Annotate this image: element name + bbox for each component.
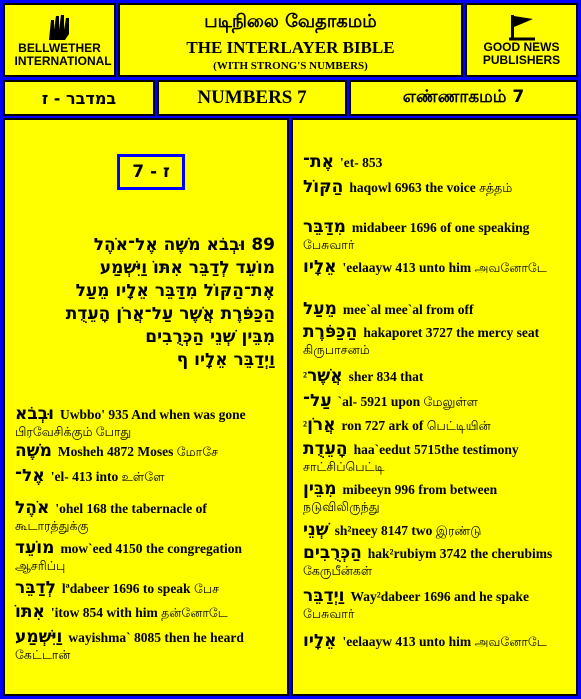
tamil-reference: எண்ணாகமம் 7 (349, 80, 578, 116)
verse-line: הַכַּפֹּרֶת אֲשֶׁר עַל־אֲרֹן הָעֵדֻת (65, 304, 275, 324)
hand-icon (45, 12, 75, 42)
word-entry: אֶל־ 'el- 413 into உள்ளே (15, 466, 165, 486)
word-entry: אֵלָיו 'eelaayw 413 unto him அவனோடே (303, 631, 547, 651)
good-news-logo (465, 3, 578, 77)
word-entry: מִבֵּין mibeeyn 996 from between நடுவிலிருந்து (303, 479, 498, 514)
left-column (3, 118, 289, 696)
flag-icon (507, 13, 537, 41)
word-entry: וַיִּשְׁמַע wayishma` 8085 then he heard கேட்டான் (15, 627, 244, 662)
verse-line: אֶת־הַקּוֹל מִדַּבֵּר אֵלָיו מֵעַל (75, 281, 275, 301)
word-entry: אִתּוֹ 'itow 854 with him தன்னோடே (15, 602, 228, 622)
word-entry: אֹהֶל 'ohel 168 the tabernacle of கூடாரத்துக்கு (15, 498, 207, 533)
word-entry: אֲשֶׁר²sher 834 that (303, 366, 424, 386)
title-sub: (WITH STRONG'S NUMBERS) (213, 60, 368, 72)
title-main: THE INTERLAYER BIBLE (186, 38, 395, 57)
title-tamil: படிநிலை வேதாகமம் (204, 11, 377, 32)
hebrew-reference: במדבר - ז (3, 80, 155, 116)
word-entry: הַכַּפֹּרֶת hakaporet 3727 the mercy seat கிருபாசனம் (303, 322, 540, 357)
word-entry: מֵעַל mee`al mee`al from off (303, 299, 474, 319)
word-entry: אֲרֹן²ron 727 ark of பெட்டியின் (303, 415, 491, 435)
word-entry: הַקּוֹל haqowl 6963 the voice சத்தம் (303, 177, 513, 197)
english-reference: NUMBERS 7 (157, 80, 347, 116)
verse-line: מוֹעֵד לְדַבֵּר אִתּוֹ וַיִּשְׁמַע (99, 258, 275, 278)
word-entry: מֹשֶׁה Mosheh 4872 Moses மோசே (15, 441, 219, 461)
bellwether-logo-text: BELLWETHER INTERNATIONAL (14, 41, 112, 68)
title-block (118, 3, 463, 77)
right-column (291, 118, 578, 696)
bellwether-logo (3, 3, 116, 77)
word-entry: וַיְדַבֵּר Way²dabeer 1696 and he spake பேசுவார் (303, 586, 530, 621)
word-entry: אֵלָיו 'eelaayw 413 unto him அவனோடே (303, 257, 547, 277)
word-entry: עַל־ `al- 5921 upon மேலுள்ள (303, 391, 478, 411)
word-entry: מוֹעֵד mow`eed 4150 the congregation ஆசரிப்பு (15, 538, 243, 573)
word-entry: לְדַבֵּר lªdabeer 1696 to speak பேச (15, 578, 220, 598)
word-entry: הַכְּרֻבִים hak²rubiym 3742 the cherubims கேருபீன்கள் (303, 543, 553, 578)
word-entry: הָעֵדֻת haa`eedut 5715the testimony சாட்சிப்பெட்டி (303, 439, 519, 474)
verse-number-box: ז - 7 (117, 154, 185, 190)
verse-line: וַיְדַבֵּר אֵלָיו ף (176, 350, 275, 370)
verse-line: מִבֵּין שְׁנֵי הַכְּרֻבִים (145, 327, 275, 347)
good-news-line2: PUBLISHERS (482, 53, 561, 67)
word-entry: שְׁנֵי sh²neey 8147 two இரண்டு (303, 520, 482, 540)
verse-line: 89 וּבְבֹא מֹשֶׁה אֶל־אֹהֶל (93, 235, 275, 255)
word-entry: אֶת־ 'et- 853 (303, 152, 383, 172)
good-news-line1: GOOD NEWS (483, 40, 560, 54)
word-entry: וּבְבֹא Uwbbo' 935 And when was gone பிரவேசிக்கும் போது (15, 404, 246, 439)
word-entry: מִדַּבֵּר midabeer 1696 of one speaking பேசுவார் (303, 217, 530, 252)
